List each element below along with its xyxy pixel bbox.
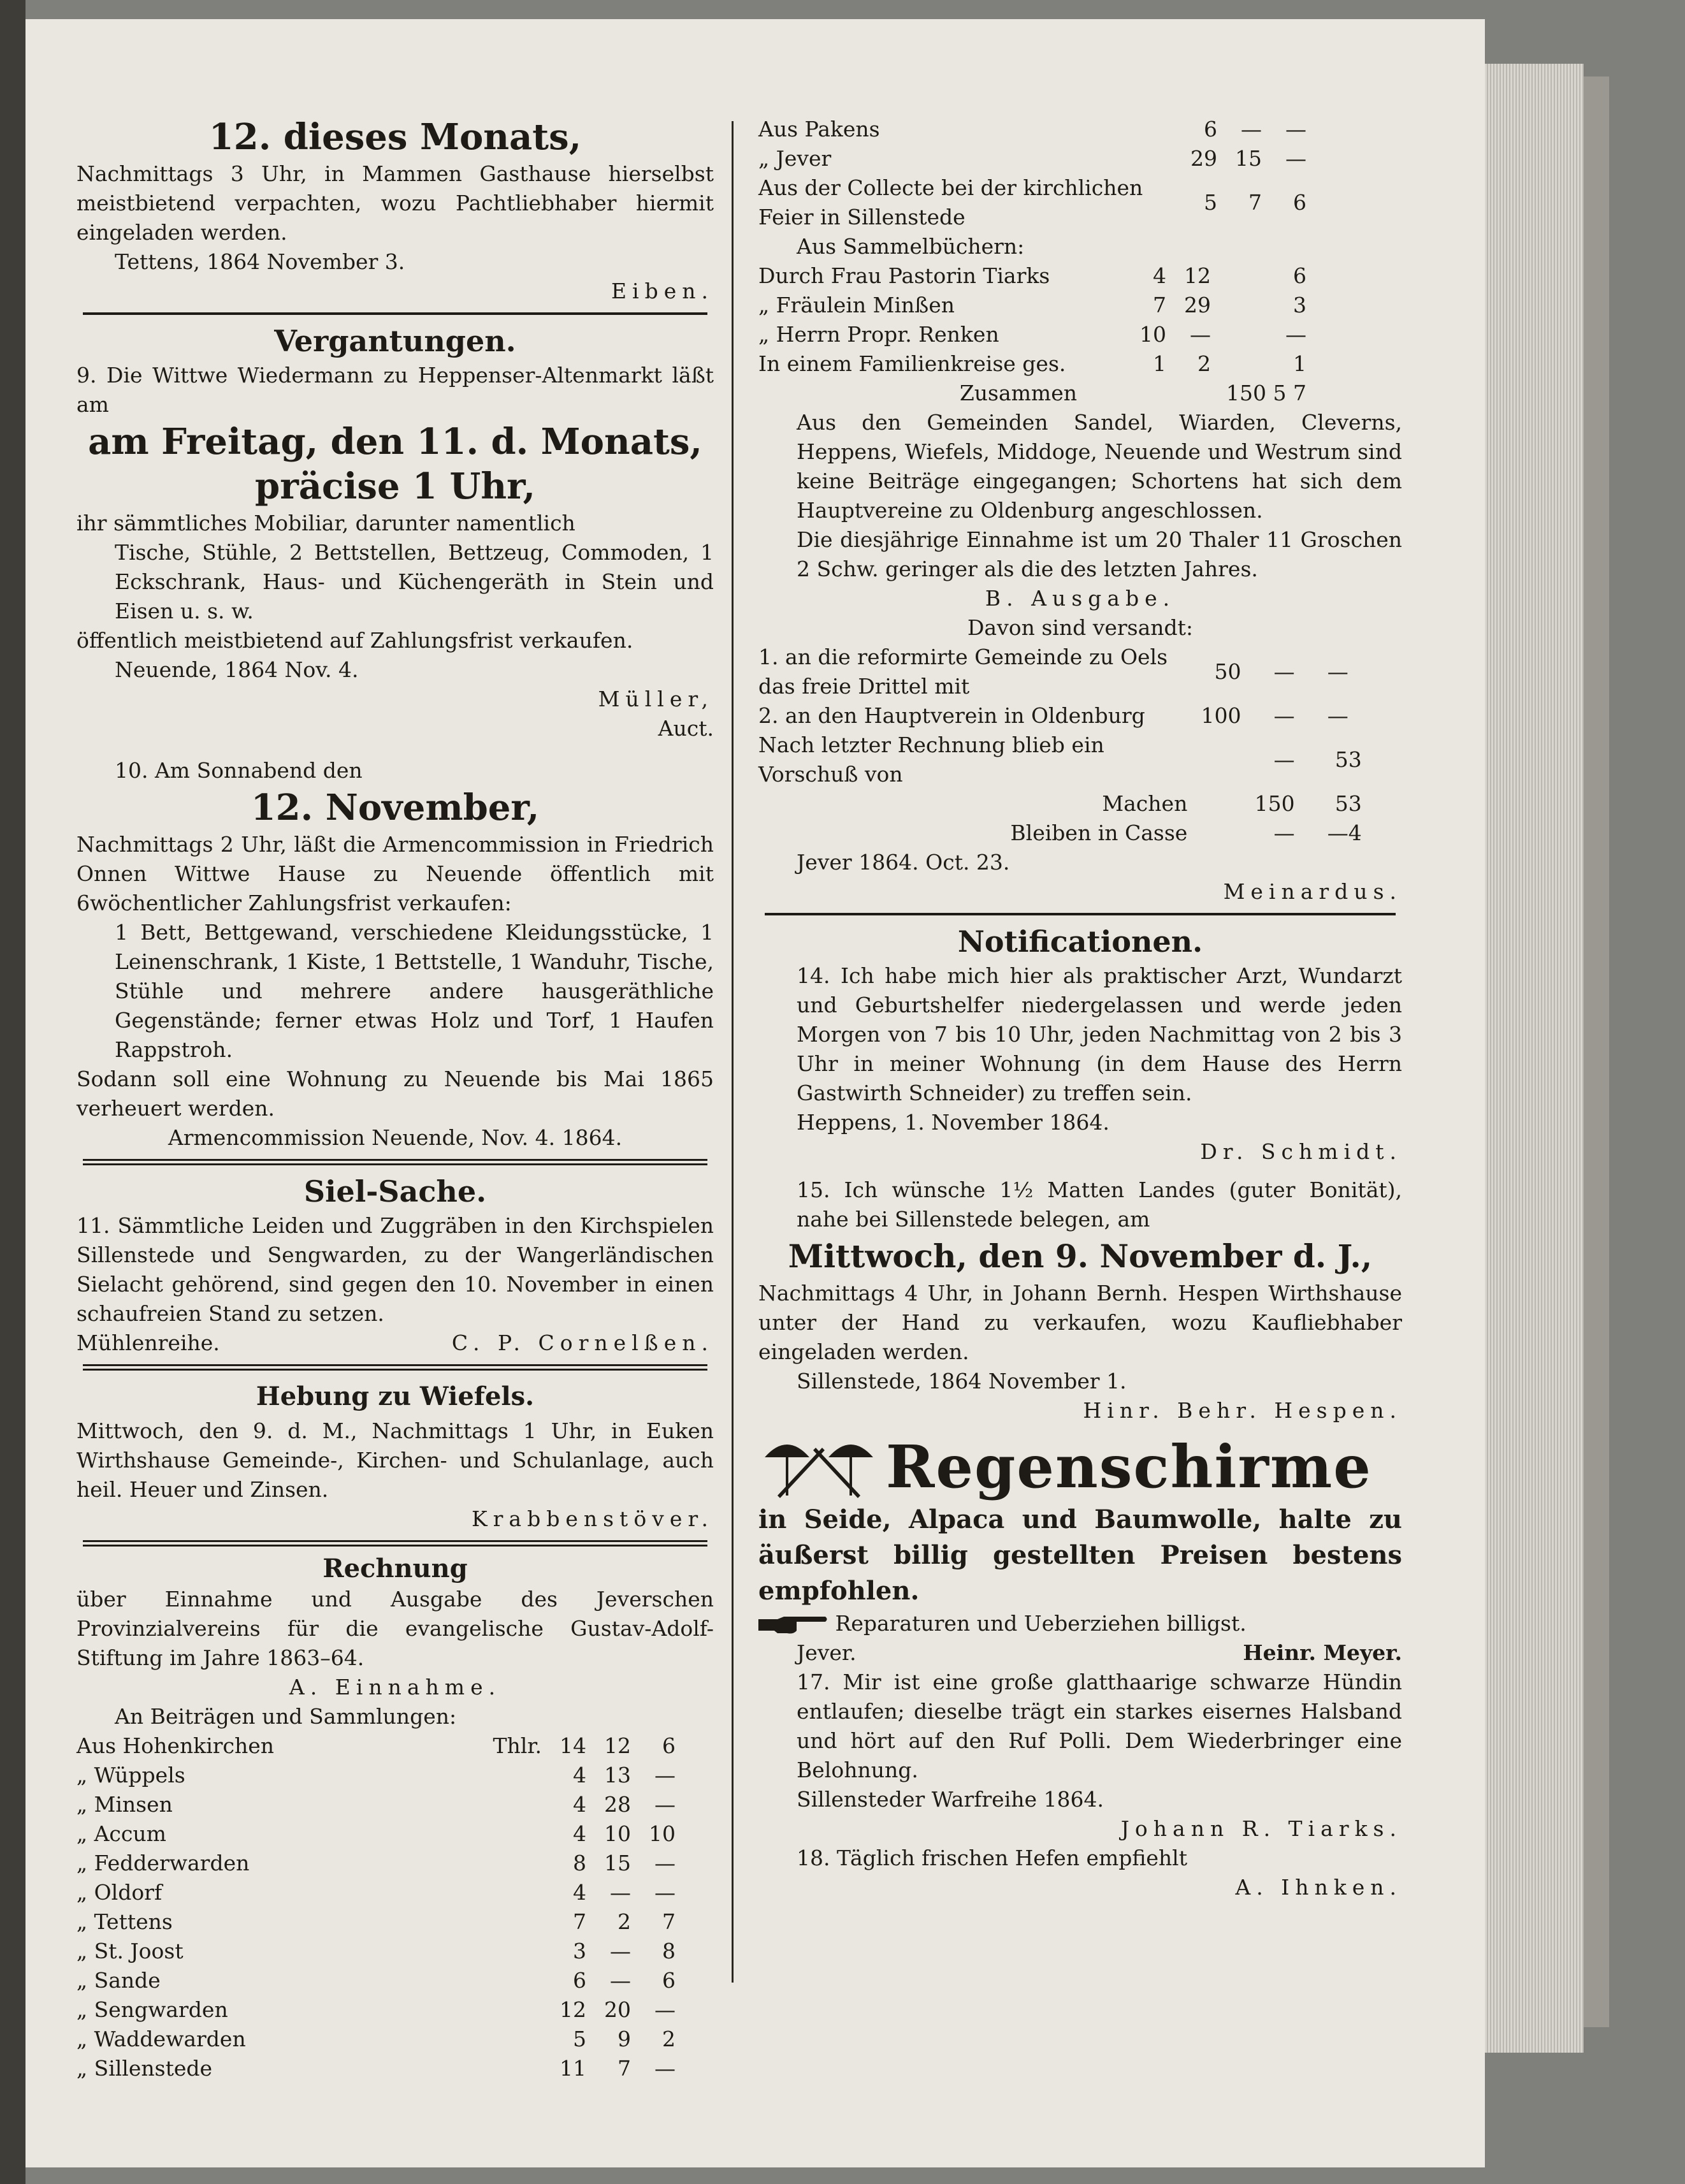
cell: — [654,1792,676,1817]
table-row [758,349,1402,379]
einnahme-text: Die diesjährige Einnahme ist um 20 Thaler 11 Groschen 2 Schw. geringer als die des letzten Jahres. [797,527,1402,581]
a9-intro: 9. Die Wittwe Wiedermann zu Heppenser-Altenmarkt läßt am [76,363,714,417]
cell: 2 [662,2027,676,2051]
gemeinden-text: Aus den Gemeinden Sandel, Wiarden, Cleverns, Heppens, Wiefels, Middoge, Neuende und Westrum sind keine Beiträge eingegangen; Schortens hat sich dem Hauptvereine zu Oldenburg angeschlossen. [797,410,1402,523]
cell: — [1285,322,1306,347]
table-row [76,1878,714,1907]
right-column [758,115,1402,1902]
cell: 6 [662,1968,676,1993]
machen-label: Machen [1102,791,1188,816]
a15-signature: Hinr. Behr. Hespen. [1083,1398,1402,1423]
table-row [76,2054,714,2083]
table-row [758,261,1402,291]
cell: — [654,1851,676,1875]
cell: 5 [573,2027,586,2051]
a1-signature: Eiben. [611,279,714,303]
table-row [76,1761,714,1790]
cell: 3 [1348,747,1362,772]
cell: 28 [604,1792,631,1817]
cell: 6 [662,1733,676,1758]
rechnung-signature: Meinardus. [1223,879,1402,904]
regenschirme-repair: Reparaturen und Ueberziehen billigst. [835,1611,1247,1636]
a10-date: 12. November, [250,787,540,829]
a18-signature: A. Ihnken. [1235,1875,1402,1900]
cell: 6 [1293,263,1306,288]
row-label: „ Sande [76,1968,161,1993]
ausgabe-heading: B. Ausgabe. [985,586,1176,611]
cell: — [610,1880,631,1905]
regenschirme-header [758,1432,1402,1502]
row-label: „ Minsen [76,1792,173,1817]
cell: 7 [662,1909,676,1934]
cell: 150 [1254,791,1295,816]
a17-text: 17. Mir ist eine große glatthaarige schwarze Hündin entlaufen; dieselbe trägt ein starkes eisernes Halsband und hört auf den Ruf Polli. Dem Wiederbringer eine Belohnung. [797,1670,1402,1782]
cell: 7 [1248,190,1262,215]
cell: 7 [1293,381,1306,405]
vorschuss-label: Nach letzter Rechnung blieb ein Vorschuß von [758,732,1104,787]
zusammen-label: Zusammen [959,381,1077,405]
a9-signature: Müller, [598,687,714,711]
row-label: „ Sillenstede [76,2056,213,2081]
cell: 10 [649,1821,676,1846]
a11-signature: C. P. Cornelßen. [451,1330,714,1355]
sammel-heading: Aus Sammelbüchern: [797,234,1025,259]
a14-text: 14. Ich habe mich hier als praktischer Arzt, Wundarzt und Geburtshelfer niedergelassen und werde jeden Morgen von 7 bis 10 Uhr, jeden Nachmittag von 2 bis 3 Uhr in meiner Wohnung (in dem Hause des Herrn Gastwirth Schneider) zu treffen sein. [797,963,1402,1105]
hebung-text: Mittwoch, den 9. d. M., Nachmittags 1 Uhr, in Euken Wirthshause Gemeinde-, Kirchen- und Schulanlage, auch heil. Heuer und Zinsen. [76,1418,714,1502]
row-label: „ Oldorf [76,1880,163,1905]
row-label: „ Waddewarden [76,2027,246,2051]
table-row [758,320,1402,349]
cell: 6 [1293,190,1306,215]
regenschirme-footer [758,1638,1402,1668]
cell: 4 [573,1792,586,1817]
divider [83,1540,707,1547]
versandt-heading: Davon sind versandt: [967,615,1194,640]
cell: 2 [618,1909,631,1934]
cell: 2 [1197,351,1211,376]
row-label: „ Wüppels [76,1763,185,1787]
a9-items: Tische, Stühle, 2 Bettstellen, Bettzeug, Commoden, 1 Eckschrank, Haus- und Küchengeräth in Stein und Eisen u. s. w. [115,540,714,623]
a9-date: am Freitag, den 11. d. Monats, [88,421,702,463]
row-label: „ Fräulein Minßen [758,293,955,317]
section-title-hebung: Hebung zu Wiefels. [256,1381,535,1411]
table-row [76,2025,714,2054]
cell: 50 [1214,659,1241,684]
row-label: In einem Familienkreise ges. [758,351,1066,376]
cell: 8 [573,1851,586,1875]
bleiben-label: Bleiben in Casse [1010,820,1188,845]
a9-text: ihr sämmtliches Mobiliar, darunter namentlich [76,511,575,535]
regenschirme-text: in Seide, Alpaca und Baumwolle, halte zu äußerst billig gestellten Preisen bestens empfohlen. [758,1504,1402,1606]
cell: 11 [560,2056,586,2081]
cell: 100 [1201,703,1241,728]
ausgabe-item-1: 1. an die reformirte Gemeinde zu Oels das freie Drittel mit [758,644,1168,699]
collecte-label: Aus der Collecte bei der kirchlichen Feier in Sillenstede [758,175,1143,229]
table-row [758,291,1402,320]
cell: 12 [604,1733,631,1758]
row-label: „ St. Joost [76,1939,184,1963]
cell: 7 [1153,293,1166,317]
a1-date: Tettens, 1864 November 3. [115,249,405,274]
cell: 10 [1139,322,1166,347]
rechnung-table-left [76,1731,714,2083]
regenschirme-place: Jever. [797,1640,857,1665]
sammel-table [758,261,1402,408]
cell: 6 [573,1968,586,1993]
a11-place: Mühlenreihe. [76,1330,220,1355]
table-row [758,379,1402,408]
cell: — [1273,659,1295,684]
cell: 4 [1153,263,1166,288]
hebung-signature: Krabbenstöver. [471,1506,714,1531]
rechnung-subtitle: über Einnahme und Ausgabe des Jeverschen Provinzialvereins für die evangelische Gustav-Adolf-Stiftung im Jahre 1863–64. [76,1587,714,1670]
table-row [76,1819,714,1849]
row-label: „ Herrn Propr. Renken [758,322,999,347]
a9-time: präcise 1 Uhr, [255,465,535,507]
a18-text: 18. Täglich frischen Hefen empfiehlt [797,1845,1187,1870]
cell: — [654,2056,676,2081]
cell: 3 [1293,293,1306,317]
cell: 29 [1184,293,1211,317]
a14-signature: Dr. Schmidt. [1200,1139,1402,1164]
cell: — [610,1968,631,1993]
cell: 10 [604,1821,631,1846]
row-label: „ Sengwarden [76,1997,228,2022]
cell: — [1285,117,1306,142]
row-label: „ Accum [76,1821,166,1846]
cell: 13 [604,1763,631,1787]
cell: 12 [1184,263,1211,288]
a10-lease: Sodann soll eine Wohnung zu Neuende bis Mai 1865 verheuert werden. [76,1067,714,1121]
a11-text: 11. Sämmtliche Leiden und Zuggräben in den Kirchspielen Sillenstede und Sengwarden, zu der Wangerländischen Sielacht gehörend, sind gegen den 10. November in einen schaufreien Stand zu setzen. [76,1213,714,1326]
ausgabe-table [758,643,1402,848]
row-label: „ Jever [758,146,832,171]
cell: — [1241,117,1262,142]
cell: 1 [1293,351,1306,376]
thlr-label: Thlr. [493,1733,542,1758]
divider [83,312,707,315]
collecte-table [758,173,1402,232]
rechnung-table-right [758,115,1402,173]
table-row [758,173,1402,232]
a15-text: 15. Ich wünsche 1½ Matten Landes (guter Bonität), nahe bei Sillenstede belegen, am [797,1177,1402,1232]
zusammen-values [1211,379,1306,408]
cell: 4 [573,1821,586,1846]
cell: — [654,1880,676,1905]
cell: 4 [573,1880,586,1905]
cell: — [1273,703,1295,728]
a15-date: Mittwoch, den 9. November d. J., [788,1237,1373,1275]
row-label: „ Tettens [76,1909,173,1934]
regenschirme-signature: Heinr. Meyer. [1243,1640,1402,1665]
cell: 1 [1153,351,1166,376]
table-row [76,1966,714,1995]
cell: — [654,1997,676,2022]
cell: 3 [573,1939,586,1963]
a17-signature: Johann R. Tiarks. [1120,1816,1402,1841]
pointing-hand-icon [758,1614,828,1636]
cell: 3 [1348,791,1362,816]
table-row [76,1995,714,2025]
cell: 4 [1348,820,1362,845]
a15-details: Nachmittags 4 Uhr, in Johann Bernh. Hespen Wirthshause unter der Hand zu verkaufen, wozu Kaufliebhaber eingeladen werden. [758,1281,1402,1364]
row-label: Durch Frau Pastorin Tiarks [758,263,1050,288]
a1-text: Nachmittags 3 Uhr, in Mammen Gasthause hierselbst meistbietend verpachten, wozu Pachtliebhaber hiermit eingeladen werden. [76,161,714,245]
regenschirme-title: Regenschirme [886,1432,1372,1501]
a17-place-date: Sillensteder Warfreihe 1864. [797,1787,1104,1812]
cell: — [1273,820,1295,845]
cell: 5 [1204,190,1217,215]
column-divider [732,121,734,1983]
table-row [76,1937,714,1966]
cell: 5 [1334,791,1349,816]
a10-text: Nachmittags 2 Uhr, läßt die Armencommission in Friedrich Onnen Wittwe Hause zu Neuende öffentlich mit 6wöchentlicher Zahlungsfrist verkaufen: [76,832,714,915]
table-row [758,701,1402,731]
cell: — [654,1763,676,1787]
divider [83,1159,707,1165]
cell: 15 [1235,146,1262,171]
cell: 7 [618,2056,631,2081]
rechnung-an-beitraegen: An Beiträgen und Sammlungen: [115,1704,457,1729]
cell: 7 [573,1909,586,1934]
a9-place-date: Neuende, 1864 Nov. 4. [115,657,359,682]
section-title-siel-sache: Siel-Sache. [303,1174,487,1209]
table-row [758,731,1402,789]
cell: — [1327,703,1349,728]
left-column [76,115,714,2083]
cell: 20 [604,1997,631,2022]
cell: — [1327,820,1349,845]
row-label: Aus Pakens [758,117,880,142]
cell: — [1273,747,1295,772]
section-title-notificationen: Notificationen. [957,924,1203,959]
table-row [76,1907,714,1937]
cell: — [1190,322,1211,347]
cell: 14 [560,1733,586,1758]
section-title-rechnung: Rechnung [322,1554,468,1583]
a15-place-date: Sillenstede, 1864 November 1. [797,1369,1127,1394]
rechnung-date: Jever 1864. Oct. 23. [797,850,1010,875]
a10-items: 1 Bett, Bettgewand, verschiedene Kleidungsstücke, 1 Leinenschrank, 1 Kiste, 1 Bettstelle, 1 Wanduhr, Tische, Stühle und mehrere andere hausgeräthliche Gegenstände; ferner etwas Holz und Torf, 1 Haufen Rappstroh. [115,920,714,1062]
a14-date: Heppens, 1. November 1864. [797,1110,1110,1135]
cell: — [1327,659,1349,684]
cell: 4 [573,1763,586,1787]
a11-footer [76,1329,714,1358]
cell: 6 [1204,117,1217,142]
a10-signature: Armencommission Neuende, Nov. 4. 1864. [168,1125,623,1150]
book-page-edges [1485,64,1584,2053]
cell: 15 [604,1851,631,1875]
table-row [758,144,1402,173]
row-label: „ Fedderwarden [76,1851,250,1875]
table-row [76,1849,714,1878]
divider [83,1364,707,1371]
row-label: Aus Hohenkirchen [76,1733,275,1758]
cell: 9 [618,2027,631,2051]
cell: 150 [1226,381,1266,405]
cell: 5 [1334,747,1349,772]
umbrella-icon [758,1432,886,1502]
cell: 5 [1273,381,1287,405]
table-row [758,819,1402,848]
rechnung-einnahme-heading: A. Einnahme. [289,1675,502,1700]
regenschirme-repair-line [758,1609,1402,1638]
cell: 8 [662,1939,676,1963]
section-title-vergantungen: Vergantungen. [274,324,516,358]
table-row [758,789,1402,819]
cell: — [1285,146,1306,171]
a9-terms: öffentlich meistbietend auf Zahlungsfrist verkaufen. [76,628,633,653]
divider [765,913,1396,915]
book-cover-edge [1584,76,1609,2027]
cell: — [610,1939,631,1963]
a10-intro: 10. Am Sonnabend den [115,758,363,783]
cell: 29 [1190,146,1217,171]
book-gutter-left [0,0,25,2184]
table-row [758,643,1402,701]
cell: 12 [560,1997,586,2022]
table-row [76,1790,714,1819]
table-row [76,1731,714,1761]
a1-heading: 12. dieses Monats, [208,116,582,158]
ausgabe-item-2: 2. an den Hauptverein in Oldenburg [758,703,1145,728]
a9-signature-title: Auct. [658,716,714,741]
table-row [758,115,1402,144]
